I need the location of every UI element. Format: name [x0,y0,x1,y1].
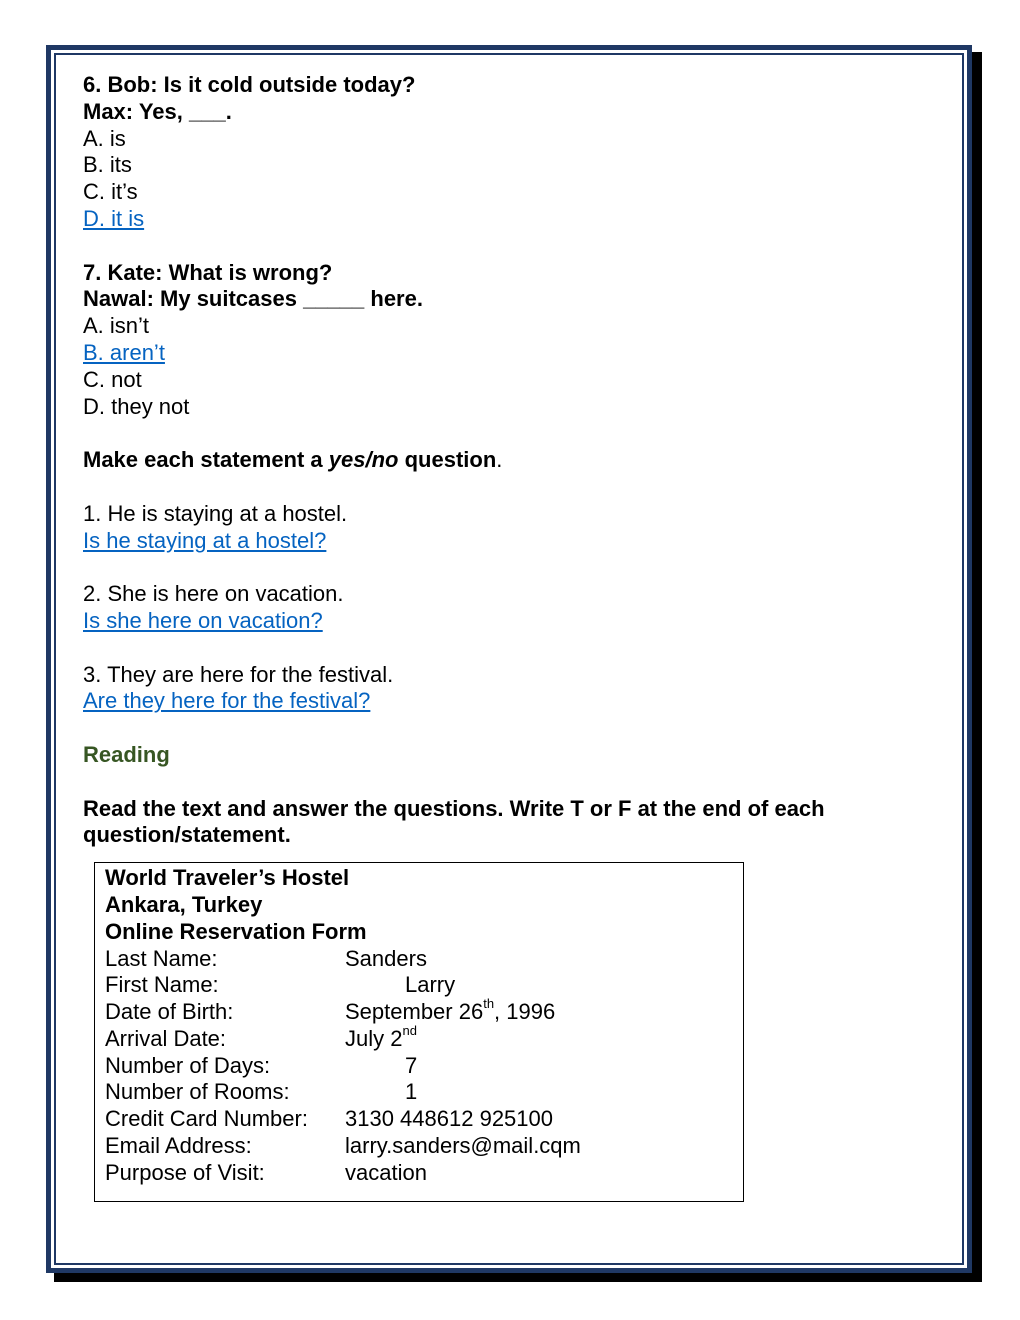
statement: 3. They are here for the festival. [83,661,394,687]
field-label: Credit Card Number: [105,1106,308,1132]
field-value: Sanders [345,945,427,971]
field-value: vacation [345,1159,427,1185]
form-row-dob [105,995,733,1026]
form-row-rooms [105,1079,733,1106]
field-value: 1 [405,1079,418,1105]
answer-link[interactable]: Is she here on vacation? [83,607,323,633]
form-row-email [105,1133,733,1160]
option-b-answer[interactable]: B. aren’t [83,339,165,365]
reservation-form [94,862,744,1202]
field-value: larry.sanders@mail.cqm [345,1133,581,1159]
question-prompt: Nawal: My suitcases _____ here. [83,286,423,312]
statement: 1. He is staying at a hostel. [83,500,348,526]
field-label: Purpose of Visit: [105,1159,265,1185]
form-row-card [105,1106,733,1133]
field-value: 3130 448612 925100 [345,1106,553,1132]
form-row-arrival [105,1022,733,1053]
reading-instruction: Read the text and answer the questions. Write T or F at the end of each [83,795,825,821]
field-value: September 26th, 1996 [345,995,556,1025]
option-a[interactable]: A. isn’t [83,313,150,339]
worksheet-content [83,72,903,1202]
form-subtitle: Ankara, Turkey [105,891,263,917]
field-label: First Name: [105,972,219,998]
answer-link[interactable]: Are they here for the festival? [83,688,371,714]
yesno-instruction: Make each statement a yes/no question. [83,447,503,473]
form-row-days [105,1053,733,1080]
reading-heading: Reading [83,741,170,767]
answer-link[interactable]: Is he staying at a hostel? [83,527,327,553]
option-c[interactable]: C. not [83,366,142,392]
field-label: Email Address: [105,1133,252,1159]
field-label: Number of Rooms: [105,1079,290,1105]
statement: 2. She is here on vacation. [83,581,344,607]
question-6 [83,72,903,233]
field-value: July 2nd [345,1022,417,1051]
field-label: Number of Days: [105,1052,271,1078]
reading-instruction: question/statement. [83,822,291,848]
form-title: World Traveler’s Hostel [105,865,350,891]
form-row-first-name [105,972,733,999]
question-prompt: 7. Kate: What is wrong? [83,259,333,285]
question-prompt: Max: Yes, ___. [83,98,232,124]
field-label: Date of Birth: [105,999,234,1025]
field-label: Arrival Date: [105,1025,227,1051]
option-b[interactable]: B. its [83,152,132,178]
question-prompt: 6. Bob: Is it cold outside today? [83,72,416,97]
field-value: Larry [405,972,456,998]
option-d[interactable]: D. they not [83,393,190,419]
option-c[interactable]: C. it’s [83,179,138,205]
option-d-answer[interactable]: D. it is [83,205,145,231]
question-7 [83,260,903,421]
field-value: 7 [405,1052,418,1078]
option-a[interactable]: A. is [83,125,126,151]
form-row-last-name [105,946,733,973]
field-label: Last Name: [105,945,218,971]
form-row-purpose [105,1160,733,1187]
form-heading: Online Reservation Form [105,918,367,944]
